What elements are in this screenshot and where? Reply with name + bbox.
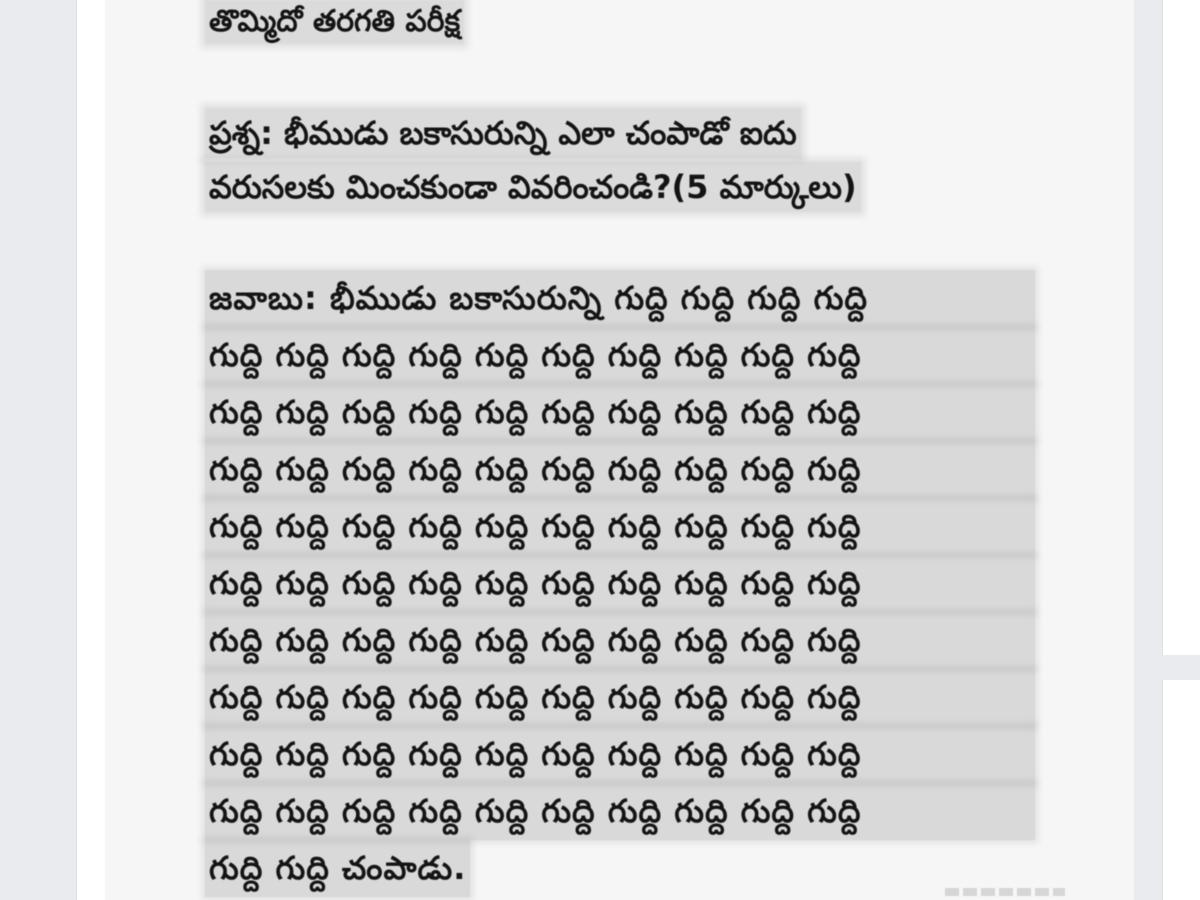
- answer-row: గుద్ది గుద్ది గుద్ది గుద్ది గుద్ది గుద్ది గుద్ది గుద్ది గుద్ది గుద్ది: [205, 669, 1035, 726]
- post-photo[interactable]: [105, 0, 1135, 900]
- sidebar-card-lower: [1162, 680, 1200, 900]
- answer-row: గుద్ది గుద్ది గుద్ది గుద్ది గుద్ది గుద్ది గుద్ది గుద్ది గుద్ది గుద్ది: [205, 726, 1035, 783]
- question-line-2: వరుసలకు మించకుండా వివరించండి?(5 మార్కులు): [205, 162, 861, 212]
- answer-block: [205, 270, 1035, 897]
- answer-row: గుద్ది గుద్ది గుద్ది గుద్ది గుద్ది గుద్ది గుద్ది గుద్ది గుద్ది గుద్ది: [205, 327, 1035, 384]
- answer-row: గుద్ది గుద్ది గుద్ది గుద్ది గుద్ది గుద్ది గుద్ది గుద్ది గుద్ది గుద్ది: [205, 384, 1035, 441]
- answer-row: గుద్ది గుద్ది గుద్ది గుద్ది గుద్ది గుద్ది గుద్ది గుద్ది గుద్ది గుద్ది: [205, 555, 1035, 612]
- scanned-text-image: [105, 0, 1135, 900]
- answer-row: జవాబు: భీముడు బకాసురున్ని గుద్ది గుద్ది గుద్ది గుద్ది: [205, 270, 1035, 327]
- feed-background-left: [0, 0, 76, 900]
- post-card: [76, 0, 1134, 900]
- answer-row: గుద్ది గుద్ది గుద్ది గుద్ది గుద్ది గుద్ది గుద్ది గుద్ది గుద్ది గుద్ది: [205, 612, 1035, 669]
- answer-row: గుద్ది గుద్ది గుద్ది గుద్ది గుద్ది గుద్ది గుద్ది గుద్ది గుద్ది గుద్ది: [205, 498, 1035, 555]
- sidebar-card: [1162, 0, 1200, 655]
- answer-row: గుద్ది గుద్ది గుద్ది గుద్ది గుద్ది గుద్ది గుద్ది గుద్ది గుద్ది గుద్ది: [205, 441, 1035, 498]
- watermark: [945, 888, 1065, 896]
- answer-row: గుద్ది గుద్ది గుద్ది గుద్ది గుద్ది గుద్ది గుద్ది గుద్ది గుద్ది గుద్ది: [205, 783, 1035, 840]
- exam-title: తొమ్మిదో తరగతి పరీక్ష: [205, 0, 464, 44]
- question-line-1: ప్రశ్న: భీముడు బకాసురున్ని ఎలా చంపాడో ఐదు: [205, 108, 801, 158]
- answer-row-last: గుద్ది గుద్ది చంపాడు.: [205, 840, 470, 897]
